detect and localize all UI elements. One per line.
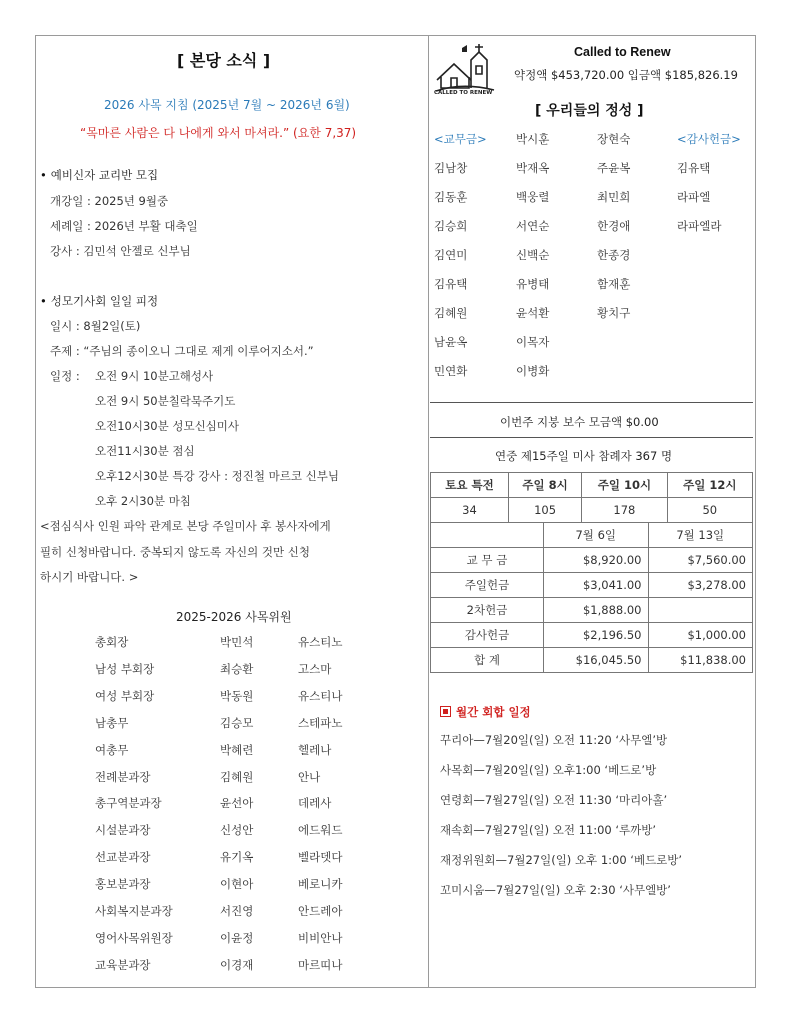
committee-role: 홍보분과장 (95, 877, 151, 892)
committee-baptismal: 스테파노 (298, 715, 343, 730)
schedule-item: 오전 9시 10분고해성사 (95, 369, 214, 383)
giver-name: 이목자 (516, 335, 550, 349)
committee-baptismal: 안드레아 (298, 904, 343, 918)
finance-amount: $8,920.00 (544, 548, 649, 573)
committee-role: 교육분과장 (95, 957, 151, 972)
catechumen-line: 세례일 : 2026년 부활 대축일 (50, 219, 198, 233)
committee-role: 사회복지분과장 (95, 904, 173, 918)
committee-name: 윤선아 (220, 796, 254, 811)
separator-line (430, 437, 753, 438)
catechumen-heading: • 예비신자 교리반 모집 (40, 167, 158, 183)
giver-name: 최민희 (597, 190, 631, 204)
committee-row (95, 903, 395, 921)
giver-name: 김연미 (434, 248, 468, 262)
committee-baptismal: 비비안나 (298, 930, 343, 945)
giver-category: <교무금> (434, 132, 487, 146)
monthly-meeting: 꼬미시움—7월27일(일) 오후 2:30 ‘사무엘방’ (440, 883, 671, 897)
monthly-meeting: 연령회—7월27일(일) 오전 11:30 ‘마리아홀’ (440, 793, 668, 807)
retreat-note: <점심식사 인원 파악 관계로 본당 주일미사 후 봉사자에게 (40, 519, 331, 533)
committee-row (95, 634, 395, 652)
committee-baptismal: 고스마 (298, 661, 332, 676)
committee-row (95, 876, 395, 894)
attendance-title: 연중 제15주일 미사 참례자 367 명 (495, 449, 673, 463)
finance-amount: $2,196.50 (544, 623, 649, 648)
retreat-note: 필히 신청바랍니다. 중복되지 않도록 자신의 것만 신청 (40, 545, 310, 559)
attendance-header: 토요 특전 (431, 473, 509, 498)
catechumen-line: 강사 : 김민석 안젤로 신부님 (50, 244, 191, 258)
offering-title: [ 우리들의 정성 ] (535, 103, 644, 119)
giver-name: 이병화 (516, 364, 550, 378)
committee-name: 유기옥 (220, 850, 254, 865)
giver-name: 한종경 (597, 248, 631, 262)
committee-name: 이경재 (220, 957, 254, 972)
committee-name: 박민석 (220, 635, 254, 649)
giver-name: 함재훈 (597, 277, 631, 291)
pastoral-plan-title: 2026 사목 지침 (2025년 7월 ~ 2026년 6월) (104, 98, 350, 112)
committee-baptismal: 에드워드 (298, 823, 343, 838)
finance-amount: $7,560.00 (648, 548, 753, 573)
finance-row (431, 598, 753, 623)
catechumen-line: 개강일 : 2025년 9월중 (50, 194, 169, 208)
monthly-title-text: 월간 회합 일정 (456, 705, 531, 719)
campaign-title: Called to Renew (574, 45, 671, 59)
schedule-item: 오후12시30분 특강 강사 : 정진철 마르코 신부님 (95, 469, 339, 483)
separator-line (430, 402, 753, 403)
giver-name: 라파엘라 (677, 219, 722, 233)
committee-baptismal: 벨라뎃다 (298, 850, 343, 865)
scripture-quote: “목마른 사람은 다 나에게 와서 마셔라.” (요한 7,37) (80, 126, 357, 140)
committee-row (95, 795, 395, 813)
parish-news-title: [ 본당 소식 ] (177, 51, 271, 70)
giver-name: 박시훈 (516, 132, 550, 146)
committee-name: 박혜련 (220, 742, 254, 757)
schedule-item: 오전11시30분 점심 (95, 444, 195, 458)
committee-role: 영어사목위원장 (95, 930, 173, 945)
monthly-meeting: 재정위원회—7월27일(일) 오후 1:00 ‘베드로방’ (440, 853, 683, 867)
committee-baptismal: 헬레나 (298, 742, 332, 757)
finance-table (430, 522, 753, 673)
square-icon (440, 706, 451, 717)
finance-header (431, 523, 544, 548)
committee-role: 총회장 (95, 635, 129, 649)
finance-label: 2차헌금 (431, 598, 544, 623)
giver-name: 김유택 (434, 277, 468, 291)
committee-row (95, 957, 395, 975)
committee-role: 시설분과장 (95, 823, 151, 838)
giver-name: 김남창 (434, 161, 468, 175)
attendance-value: 34 (431, 498, 509, 523)
retreat-schedule-label: 일정 : (50, 369, 80, 383)
committee-role: 남성 부회장 (95, 661, 155, 676)
giver-name: 라파엘 (677, 190, 711, 204)
giver-name: 남윤옥 (434, 335, 468, 349)
committee-role: 여총무 (95, 742, 129, 757)
giver-name: 백웅렬 (516, 190, 550, 204)
logo-caption: CALLED TO RENEW (434, 90, 493, 96)
finance-label: 감사헌금 (431, 623, 544, 648)
retreat-heading: • 성모기사회 일일 피정 (40, 293, 158, 309)
finance-amount: $3,041.00 (544, 573, 649, 598)
finance-row (431, 648, 753, 673)
finance-row (431, 573, 753, 598)
committee-baptismal: 유스티노 (298, 635, 343, 649)
committee-row (95, 742, 395, 760)
schedule-item: 오후 2시30분 마침 (95, 494, 191, 508)
finance-amount: $3,278.00 (648, 573, 753, 598)
attendance-header: 주일 12시 (667, 473, 752, 498)
committee-baptismal: 데레사 (298, 796, 332, 811)
committee-name: 이윤정 (220, 930, 254, 945)
attendance-table (430, 472, 753, 523)
finance-row (431, 548, 753, 573)
attendance-value: 178 (582, 498, 667, 523)
attendance-header: 주일 8시 (508, 473, 581, 498)
finance-amount: $16,045.50 (544, 648, 649, 673)
committee-role: 총구역분과장 (95, 796, 162, 811)
giver-name: 유병태 (516, 277, 550, 291)
giver-category: <감사헌금> (677, 132, 741, 146)
committee-name: 이현아 (220, 877, 254, 892)
committee-row (95, 769, 395, 787)
giver-name: 황치구 (597, 306, 631, 320)
monthly-schedule-title (440, 704, 531, 720)
finance-row (431, 623, 753, 648)
giver-name: 주윤복 (597, 161, 631, 175)
committee-baptismal: 베로니카 (298, 877, 343, 892)
committee-baptismal: 마르띠나 (298, 957, 343, 972)
roof-fund: 이번주 지붕 보수 모금액 $0.00 (500, 415, 659, 429)
committee-row (95, 688, 395, 706)
committee-role: 선교분과장 (95, 850, 151, 865)
giver-name: 민연화 (434, 364, 468, 378)
giver-name: 신백순 (516, 248, 550, 262)
giver-name: 한경애 (597, 219, 631, 233)
finance-label: 교 무 금 (431, 548, 544, 573)
finance-label: 합 계 (431, 648, 544, 673)
giver-name: 김동훈 (434, 190, 468, 204)
attendance-value: 50 (667, 498, 752, 523)
finance-amount: $1,000.00 (648, 623, 753, 648)
committee-role: 남총무 (95, 715, 129, 730)
committee-name: 박동원 (220, 688, 254, 703)
committee-title: 2025-2026 사목위원 (176, 610, 292, 624)
committee-name: 김승모 (220, 715, 254, 730)
giver-name: 김혜원 (434, 306, 468, 320)
retreat-theme: 주제 : “주님의 종이오니 그대로 제게 이루어지소서.” (50, 344, 314, 358)
campaign-pledge: 약정액 $453,720.00 입금액 $185,826.19 (514, 68, 738, 82)
giver-name: 서연순 (516, 219, 550, 233)
giver-name: 김승희 (434, 219, 468, 233)
committee-role: 전례분과장 (95, 769, 151, 784)
committee-role: 여성 부회장 (95, 688, 155, 703)
schedule-item: 오전 9시 50분칠락묵주기도 (95, 394, 236, 408)
column-divider (428, 35, 429, 988)
committee-row (95, 930, 395, 948)
church-logo-icon (434, 40, 496, 98)
finance-amount: $1,888.00 (544, 598, 649, 623)
giver-name: 박재옥 (516, 161, 550, 175)
finance-amount: $11,838.00 (648, 648, 753, 673)
committee-name: 신성안 (220, 823, 254, 838)
attendance-value: 105 (508, 498, 581, 523)
finance-header: 7월 6일 (544, 523, 649, 548)
giver-name: 윤석환 (516, 306, 550, 320)
committee-row (95, 849, 395, 867)
committee-row (95, 715, 395, 733)
monthly-meeting: 재속회—7월27일(일) 오전 11:00 ‘루까방’ (440, 823, 657, 837)
finance-label: 주일헌금 (431, 573, 544, 598)
committee-row (95, 661, 395, 679)
committee-name: 최승환 (220, 661, 254, 676)
monthly-meeting: 사목회—7월20일(일) 오후1:00 ‘베드로’방 (440, 763, 657, 777)
giver-name: 김유택 (677, 161, 711, 175)
committee-baptismal: 안나 (298, 769, 321, 784)
finance-header: 7월 13일 (648, 523, 753, 548)
schedule-item: 오전10시30분 성모신심미사 (95, 419, 240, 433)
committee-name: 김혜원 (220, 769, 254, 784)
committee-baptismal: 유스티나 (298, 688, 343, 703)
finance-amount (648, 598, 753, 623)
committee-row (95, 822, 395, 840)
giver-name: 장현숙 (597, 132, 631, 146)
attendance-header: 주일 10시 (582, 473, 667, 498)
retreat-date: 일시 : 8월2일(토) (50, 319, 141, 333)
monthly-meeting: 꾸리아—7월20일(일) 오전 11:20 ‘사무엘’방 (440, 733, 668, 747)
committee-name: 서진영 (220, 904, 254, 918)
retreat-note: 하시기 바랍니다. > (40, 570, 139, 584)
